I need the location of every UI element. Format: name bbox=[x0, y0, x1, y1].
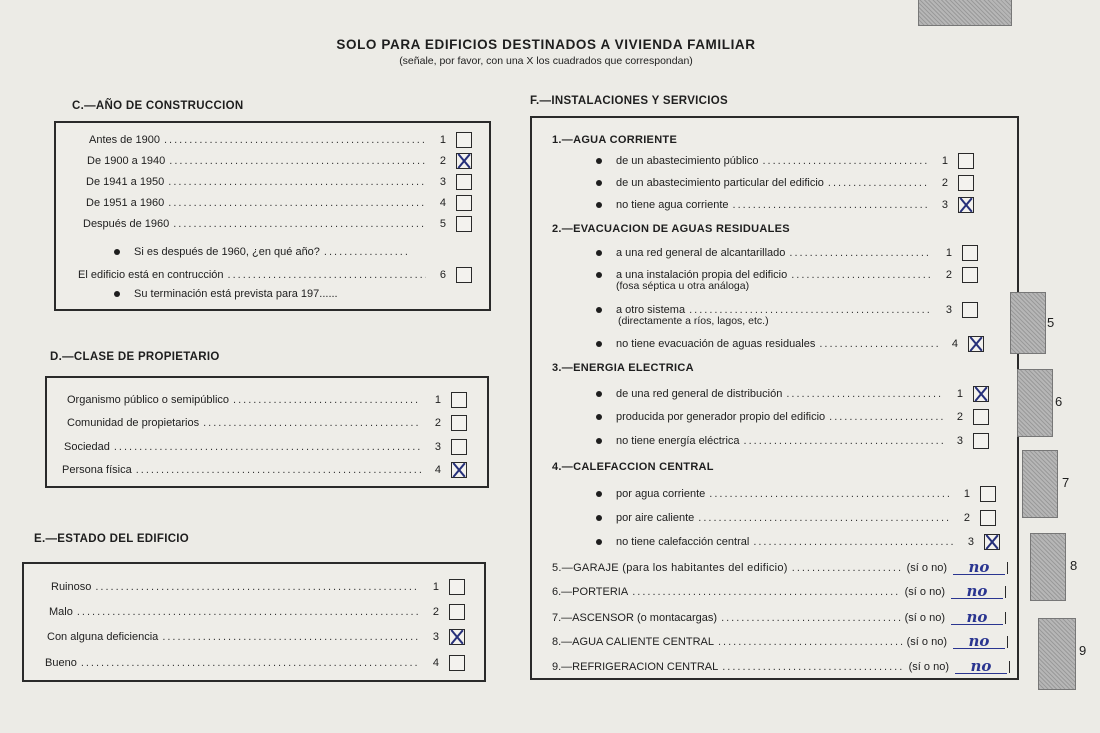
calef-option-number: 3 bbox=[967, 536, 974, 548]
refrigeracion-row[interactable] bbox=[552, 659, 1010, 674]
section-c-panel bbox=[54, 121, 491, 311]
e-option-label: Malo bbox=[49, 606, 73, 618]
e-option-3[interactable] bbox=[47, 629, 465, 645]
handwritten-answer[interactable]: no bbox=[951, 584, 1003, 599]
si-no-label: (sí o no) bbox=[904, 611, 945, 624]
section-f-panel bbox=[530, 116, 1019, 680]
checkbox-checked[interactable] bbox=[973, 386, 989, 402]
evac-option-label: a otro sistema bbox=[616, 304, 686, 316]
checkbox[interactable] bbox=[456, 174, 472, 190]
calef-option-number: 1 bbox=[963, 488, 970, 500]
ascensor-label: 7.—ASCENSOR (o montacargas) bbox=[552, 611, 718, 624]
agua-option-2[interactable] bbox=[596, 175, 974, 191]
agua-option-number: 2 bbox=[941, 177, 948, 189]
checkbox[interactable] bbox=[973, 409, 989, 425]
e-option-1[interactable] bbox=[51, 579, 465, 595]
code-box-9 bbox=[1038, 618, 1076, 690]
d-option-number: 4 bbox=[434, 464, 441, 476]
side-number: 5 bbox=[1047, 315, 1055, 330]
agua-option-1[interactable] bbox=[596, 153, 974, 169]
e-option-2[interactable] bbox=[49, 604, 465, 620]
end-bar bbox=[1005, 586, 1006, 598]
agua-caliente-label: 8.—AGUA CALIENTE CENTRAL bbox=[552, 635, 714, 648]
checkbox[interactable] bbox=[456, 132, 472, 148]
bullet-icon bbox=[596, 202, 602, 208]
evac-option-1[interactable] bbox=[596, 245, 978, 261]
checkbox[interactable] bbox=[973, 433, 989, 449]
code-box-6 bbox=[1017, 369, 1053, 437]
evac-option-number: 2 bbox=[945, 269, 952, 281]
checkbox[interactable] bbox=[980, 510, 996, 526]
c-termination-label: Su terminación está prevista para 197...... bbox=[134, 288, 338, 300]
agua-option-3[interactable] bbox=[596, 197, 974, 213]
bullet-icon bbox=[596, 414, 602, 420]
agua-option-number: 3 bbox=[941, 199, 948, 211]
calef-option-number: 2 bbox=[963, 512, 970, 524]
checkbox[interactable] bbox=[449, 604, 465, 620]
c-option-number: 2 bbox=[439, 155, 446, 167]
calef-option-label: por aire caliente bbox=[616, 512, 695, 524]
side-number: 6 bbox=[1055, 394, 1063, 409]
bullet-icon bbox=[114, 249, 120, 255]
d-option-1[interactable] bbox=[67, 392, 467, 408]
calef-option-3[interactable] bbox=[596, 534, 1000, 550]
end-bar bbox=[1009, 661, 1010, 673]
energia-option-3[interactable] bbox=[596, 433, 989, 449]
handwritten-answer[interactable]: no bbox=[953, 634, 1005, 649]
d-option-4[interactable] bbox=[62, 462, 467, 478]
d-option-label: Persona física bbox=[62, 464, 132, 476]
handwritten-answer[interactable]: no bbox=[951, 610, 1003, 625]
c-option-4[interactable] bbox=[86, 195, 472, 211]
agua-option-label: de un abastecimiento público bbox=[616, 155, 759, 167]
c-option-3[interactable] bbox=[86, 174, 472, 190]
d-option-label: Comunidad de propietarios bbox=[67, 417, 200, 429]
section-d-panel bbox=[45, 376, 489, 488]
refrigeracion-label: 9.—REFRIGERACION CENTRAL bbox=[552, 660, 719, 673]
agua-heading: 1.—AGUA CORRIENTE bbox=[552, 134, 678, 146]
code-box-7 bbox=[1022, 450, 1058, 518]
bullet-icon bbox=[596, 539, 602, 545]
bullet-icon bbox=[596, 158, 602, 164]
bullet-icon bbox=[596, 491, 602, 497]
porteria-row[interactable] bbox=[552, 584, 1006, 599]
agua-option-number: 1 bbox=[941, 155, 948, 167]
checkbox-checked[interactable] bbox=[958, 197, 974, 213]
bullet-icon bbox=[596, 307, 602, 313]
garaje-row[interactable] bbox=[552, 560, 1008, 575]
checkbox[interactable] bbox=[456, 267, 472, 283]
checkbox-checked[interactable] bbox=[968, 336, 984, 352]
d-option-number: 1 bbox=[434, 394, 441, 406]
c-option-number: 1 bbox=[439, 134, 446, 146]
si-no-label: (sí o no) bbox=[906, 635, 947, 648]
evac-option-label: a una red general de alcantarillado bbox=[616, 247, 786, 259]
evac-option-4[interactable] bbox=[596, 336, 984, 352]
bullet-icon bbox=[596, 341, 602, 347]
energia-option-2[interactable] bbox=[596, 409, 989, 425]
d-option-2[interactable] bbox=[67, 415, 467, 431]
end-bar bbox=[1005, 612, 1006, 624]
checkbox[interactable] bbox=[962, 267, 978, 283]
d-option-number: 2 bbox=[434, 417, 441, 429]
e-option-number: 4 bbox=[432, 657, 439, 669]
evac-option-number: 1 bbox=[945, 247, 952, 259]
handwritten-answer[interactable]: no bbox=[955, 659, 1007, 674]
evac-option-label: no tiene evacuación de aguas residuales bbox=[616, 338, 816, 350]
c-option-number: 6 bbox=[439, 269, 446, 281]
si-no-label: (sí o no) bbox=[904, 585, 945, 598]
evac-option-number: 3 bbox=[945, 304, 952, 316]
c-option-number: 5 bbox=[439, 218, 446, 230]
side-number: 9 bbox=[1079, 643, 1087, 658]
calef-option-label: no tiene calefacción central bbox=[616, 536, 750, 548]
energia-option-label: de una red general de distribución bbox=[616, 388, 783, 400]
c-option-label: Después de 1960 bbox=[83, 218, 170, 230]
agua-option-label: de un abastecimiento particular del edificio bbox=[616, 177, 824, 189]
checkbox[interactable] bbox=[980, 486, 996, 502]
calef-option-label: por agua corriente bbox=[616, 488, 706, 500]
checkbox-checked[interactable] bbox=[449, 629, 465, 645]
handwritten-answer[interactable]: no bbox=[953, 560, 1005, 575]
checkbox-checked[interactable] bbox=[451, 462, 467, 478]
c-option-label: De 1900 a 1940 bbox=[87, 155, 166, 167]
agua-option-label: no tiene agua corriente bbox=[616, 199, 729, 211]
section-f-heading: F.—INSTALACIONES Y SERVICIOS bbox=[530, 95, 728, 107]
side-number: 7 bbox=[1062, 475, 1070, 490]
end-bar bbox=[1007, 562, 1008, 574]
checkbox[interactable] bbox=[958, 175, 974, 191]
calef-option-2[interactable] bbox=[596, 510, 996, 526]
e-option-label: Bueno bbox=[45, 657, 77, 669]
evac-option-number: 4 bbox=[951, 338, 958, 350]
energia-option-number: 2 bbox=[956, 411, 963, 423]
code-box-5 bbox=[1010, 292, 1046, 354]
checkbox[interactable] bbox=[451, 415, 467, 431]
c-construction-option[interactable] bbox=[78, 267, 472, 283]
bullet-icon bbox=[596, 272, 602, 278]
energia-option-label: no tiene energía eléctrica bbox=[616, 435, 740, 447]
section-d-heading: D.—CLASE DE PROPIETARIO bbox=[50, 351, 220, 363]
section-c-heading: C.—AÑO DE CONSTRUCCION bbox=[72, 100, 244, 112]
c-option-label: De 1951 a 1960 bbox=[86, 197, 165, 209]
checkbox[interactable] bbox=[456, 216, 472, 232]
d-option-label: Organismo público o semipúblico bbox=[67, 394, 230, 406]
e-option-4[interactable] bbox=[45, 655, 465, 671]
e-option-number: 3 bbox=[432, 631, 439, 643]
c-option-label: Antes de 1900 bbox=[89, 134, 160, 146]
gray-tab-top bbox=[918, 0, 1012, 26]
checkbox[interactable] bbox=[449, 579, 465, 595]
page-title: SOLO PARA EDIFICIOS DESTINADOS A VIVIENDA FAMILIAR bbox=[336, 37, 756, 52]
checkbox[interactable] bbox=[958, 153, 974, 169]
checkbox[interactable] bbox=[962, 302, 978, 318]
checkbox[interactable] bbox=[456, 195, 472, 211]
checkbox[interactable] bbox=[451, 439, 467, 455]
e-option-label: Ruinoso bbox=[51, 581, 92, 593]
checkbox-checked[interactable] bbox=[984, 534, 1000, 550]
c-option-number: 4 bbox=[439, 197, 446, 209]
energia-option-number: 3 bbox=[956, 435, 963, 447]
evacuacion-heading: 2.—EVACUACION DE AGUAS RESIDUALES bbox=[552, 223, 790, 235]
d-option-3[interactable] bbox=[64, 439, 467, 455]
energia-option-number: 1 bbox=[956, 388, 963, 400]
side-number: 8 bbox=[1070, 558, 1078, 573]
c-option-number: 3 bbox=[439, 176, 446, 188]
energia-option-1[interactable] bbox=[596, 386, 989, 402]
calef-option-1[interactable] bbox=[596, 486, 996, 502]
checkbox-checked[interactable] bbox=[456, 153, 472, 169]
section-e-heading: E.—ESTADO DEL EDIFICIO bbox=[34, 533, 190, 545]
energia-option-label: producida por generador propio del edificio bbox=[616, 411, 826, 423]
checkbox[interactable] bbox=[962, 245, 978, 261]
porteria-label: 6.—PORTERIA bbox=[552, 585, 629, 598]
c-option-5[interactable] bbox=[83, 216, 472, 232]
bullet-icon bbox=[596, 515, 602, 521]
evac-option-2-note: (fosa séptica u otra análoga) bbox=[616, 280, 750, 292]
end-bar bbox=[1007, 636, 1008, 648]
si-no-label: (sí o no) bbox=[908, 660, 949, 673]
page-subtitle: (señale, por favor, con una X los cuadrados que correspondan) bbox=[399, 55, 693, 67]
checkbox[interactable] bbox=[449, 655, 465, 671]
bullet-icon bbox=[596, 180, 602, 186]
e-option-number: 1 bbox=[432, 581, 439, 593]
e-option-label: Con alguna deficiencia bbox=[47, 631, 159, 643]
checkbox[interactable] bbox=[451, 392, 467, 408]
c-year-question[interactable] bbox=[114, 246, 414, 258]
bullet-icon bbox=[596, 438, 602, 444]
d-option-label: Sociedad bbox=[64, 441, 110, 453]
e-option-number: 2 bbox=[432, 606, 439, 618]
evac-option-label: a una instalación propia del edificio bbox=[616, 269, 788, 281]
c-question-label: Si es después de 1960, ¿en qué año? bbox=[134, 246, 320, 258]
agua-caliente-row[interactable] bbox=[552, 634, 1008, 649]
c-option-2[interactable] bbox=[87, 153, 472, 169]
calefaccion-heading: 4.—CALEFACCION CENTRAL bbox=[552, 461, 714, 473]
bullet-icon bbox=[596, 250, 602, 256]
evac-option-3-note: (directamente a ríos, lagos, etc.) bbox=[618, 315, 769, 327]
section-e-panel bbox=[22, 562, 486, 682]
bullet-icon bbox=[596, 391, 602, 397]
ascensor-row[interactable] bbox=[552, 610, 1006, 625]
code-box-8 bbox=[1030, 533, 1066, 601]
d-option-number: 3 bbox=[434, 441, 441, 453]
energia-heading: 3.—ENERGIA ELECTRICA bbox=[552, 362, 694, 374]
garaje-label: 5.—GARAJE (para los habitantes del edificio) bbox=[552, 561, 788, 574]
c-option-1[interactable] bbox=[89, 132, 472, 148]
c-termination bbox=[114, 288, 338, 300]
c-option-label: De 1941 a 1950 bbox=[86, 176, 165, 188]
bullet-icon bbox=[114, 291, 120, 297]
c-construction-label: El edificio está en contrucción bbox=[78, 269, 224, 281]
si-no-label: (sí o no) bbox=[906, 561, 947, 574]
